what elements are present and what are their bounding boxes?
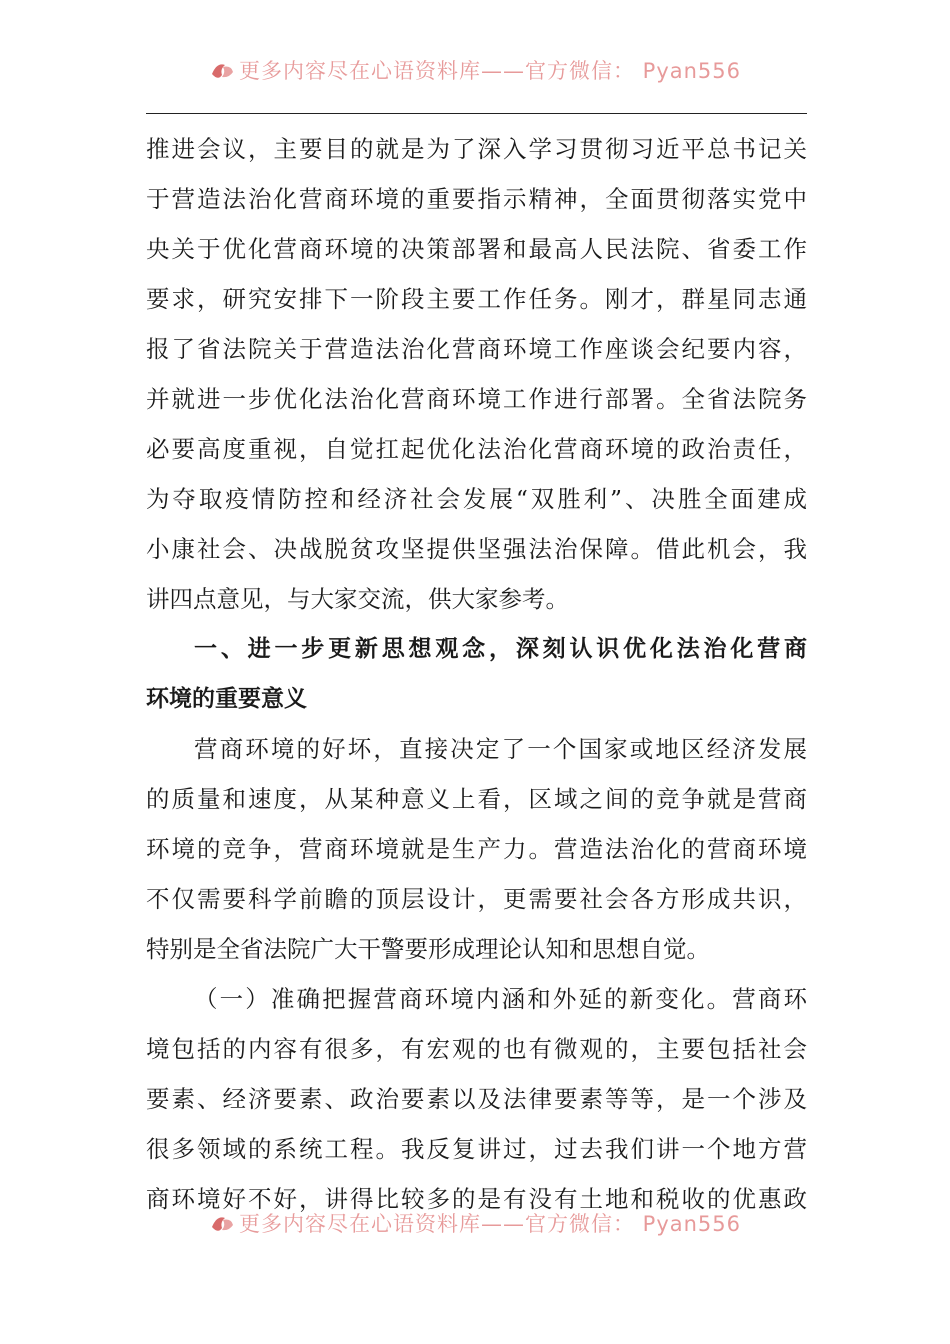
text-line: 央关于优化营商环境的决策部署和最高人民法院、省委工作: [146, 235, 807, 263]
text-line: 环境的竞争，营商环境就是生产力。营造法治化的营商环境: [146, 835, 807, 863]
text-line: 报了省法院关于营造法治化营商环境工作座谈会纪要内容，: [146, 335, 807, 363]
text-line: 并就进一步优化法治化营商环境工作进行部署。全省法院务: [146, 385, 807, 413]
text-line: 于营造法治化营商环境的重要指示精神，全面贯彻落实党中: [146, 185, 807, 213]
text-line: 境包括的内容有很多，有宏观的也有微观的，主要包括社会: [146, 1035, 807, 1063]
text-line: 特别是全省法院广大干警要形成理论认知和思想自觉。: [146, 935, 710, 963]
watermark-text: 更多内容尽在心语资料库——官方微信： Pyan556: [238, 59, 742, 83]
text-line: 很多领域的系统工程。我反复讲过，过去我们讲一个地方营: [146, 1135, 807, 1163]
section-heading: 环境的重要意义: [146, 686, 307, 712]
text-line: 要求，研究安排下一阶段主要工作任务。刚才，群星同志通: [146, 285, 807, 313]
text-line: 商环境好不好，讲得比较多的是有没有土地和税收的优惠政: [146, 1185, 807, 1213]
text-line: 要素、经济要素、政治要素以及法律要素等等，是一个涉及: [146, 1085, 807, 1113]
document-body: [146, 124, 807, 1224]
watermark-footer: [0, 1208, 950, 1238]
text-line: 的质量和速度，从某种意义上看，区域之间的竞争就是营商: [146, 785, 807, 813]
logo-icon: [209, 60, 235, 82]
text-line: 讲四点意见，与大家交流，供大家参考。: [146, 585, 569, 613]
text-line: 营商环境的好坏，直接决定了一个国家或地区经济发展: [194, 735, 807, 763]
header-rule: [146, 113, 807, 114]
text-line: 小康社会、决战脱贫攻坚提供坚强法治保障。借此机会，我: [146, 535, 807, 563]
watermark-header: [0, 55, 950, 85]
text-line: 推进会议，主要目的就是为了深入学习贯彻习近平总书记关: [146, 135, 807, 163]
text-line: 为夺取疫情防控和经济社会发展“双胜利”、决胜全面建成: [146, 485, 807, 513]
logo-icon: [209, 1213, 235, 1235]
text-line: 必要高度重视，自觉扛起优化法治化营商环境的政治责任，: [146, 435, 807, 463]
watermark-text: 更多内容尽在心语资料库——官方微信： Pyan556: [238, 1212, 742, 1236]
subsection-line: （一）准确把握营商环境内涵和外延的新变化。营商环: [194, 985, 807, 1013]
text-line: 不仅需要科学前瞻的顶层设计，更需要社会各方形成共识，: [146, 885, 807, 913]
section-heading: 一、进一步更新思想观念，深刻认识优化法治化营商: [194, 636, 807, 662]
